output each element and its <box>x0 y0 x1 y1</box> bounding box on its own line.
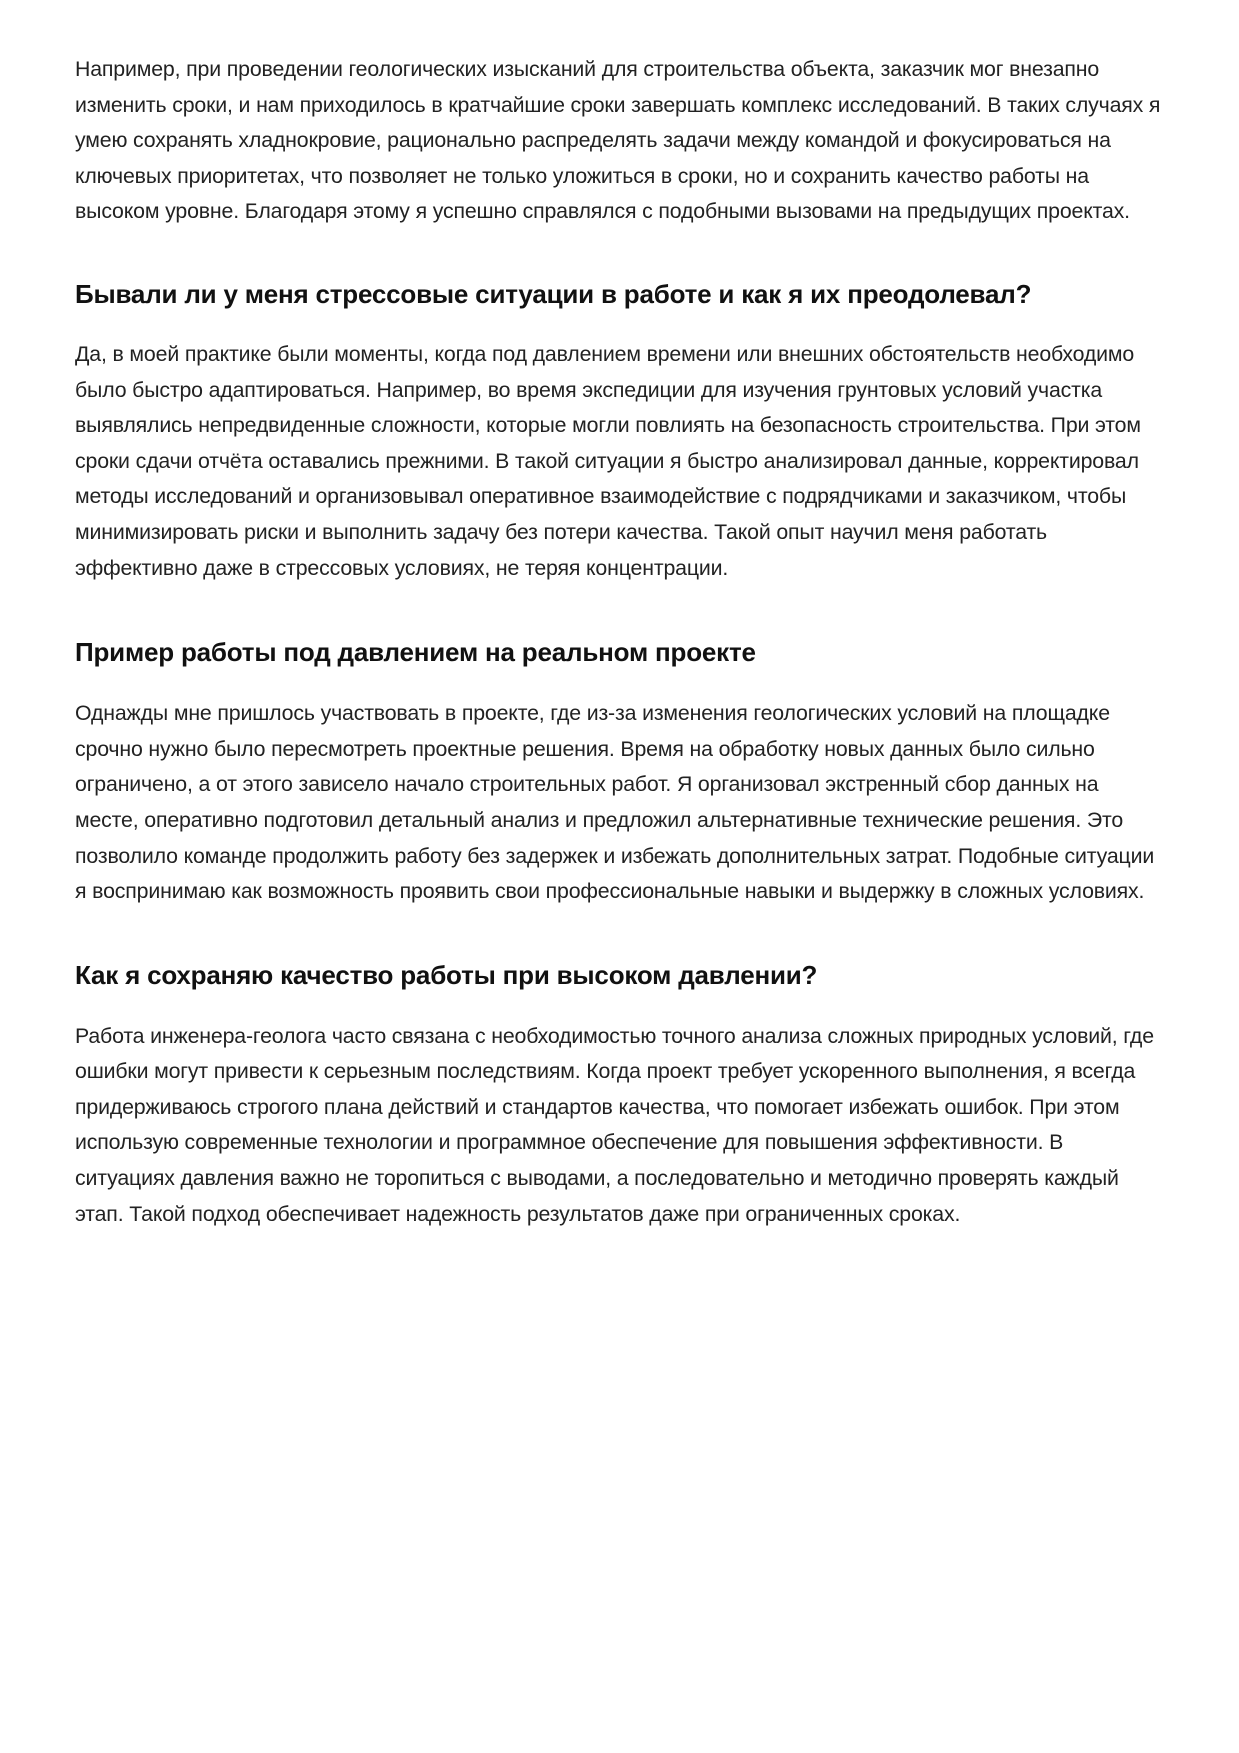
section-heading: Как я сохраняю качество работы при высоком давлении? <box>75 959 818 990</box>
section-heading: Пример работы под давлением на реальном проекте <box>75 637 756 668</box>
intro-paragraph: Например, при проведении геологических изысканий для строительства объекта, заказчик мог внезапно изменить сроки, и нам приходилось в кратчайшие сроки завершать комплекс исследований. В таких случаях я умею сохранять хладнокровие, рационально распределять задачи между командой и фокусироваться на ключевых приоритетах, что позволяет не только уложиться в сроки, но и сохранить качество работы на высоком уровне. Благодаря этому я успешно справлялся с подобными вызовами на предыдущих проектах. <box>75 57 1161 224</box>
section-paragraph: Однажды мне пришлось участвовать в проекте, где из-за изменения геологических условий на площадке срочно нужно было пересмотреть проектные решения. Время на обработку новых данных было сильно ограничено, а от этого зависело начало строительных работ. Я организовал экстренный сбор данных на месте, оперативно подготовил детальный анализ и предложил альтернативные технические решения. Это позволило команде продолжить работу без задержек и избежать дополнительных затрат. Подобные ситуации я воспринимаю как возможность проявить свои профессиональные навыки и выдержку в сложных условиях. <box>75 701 1155 904</box>
section-paragraph: Работа инженера-геолога часто связана с необходимостью точного анализа сложных природных условий, где ошибки могут привести к серьезным последствиям. Когда проект требует ускоренного выполнения, я всегда придерживаюсь строгого плана действий и стандартов качества, что помогает избежать ошибок. При этом использую современные технологии и программное обеспечение для повышения эффективности. В ситуациях давления важно не торопиться с выводами, а последовательно и методично проверять каждый этап. Такой подход обеспечивает надежность результатов даже при ограниченных сроках. <box>75 1023 1154 1226</box>
document-page <box>75 52 1165 1232</box>
section-paragraph: Да, в моей практике были моменты, когда под давлением времени или внешних обстоятельств необходимо было быстро адаптироваться. Например, во время экспедиции для изучения грунтовых условий участка выявлялись непредвиденные сложности, которые могли повлиять на безопасность строительства. При этом сроки сдачи отчёта оставались прежними. В такой ситуации я быстро анализировал данные, корректировал методы исследований и организовывал оперативное взаимодействие с подрядчиками и заказчиком, чтобы минимизировать риски и выполнить задачу без потери качества. Такой опыт научил меня работать эффективно даже в стрессовых условиях, не теряя концентрации. <box>75 341 1141 580</box>
section-heading: Бывали ли у меня стрессовые ситуации в работе и как я их преодолевал? <box>75 278 1032 309</box>
section-pressure-example <box>75 635 1165 910</box>
section-stress-situations <box>75 277 1165 586</box>
section-quality-under-pressure <box>75 958 1165 1233</box>
